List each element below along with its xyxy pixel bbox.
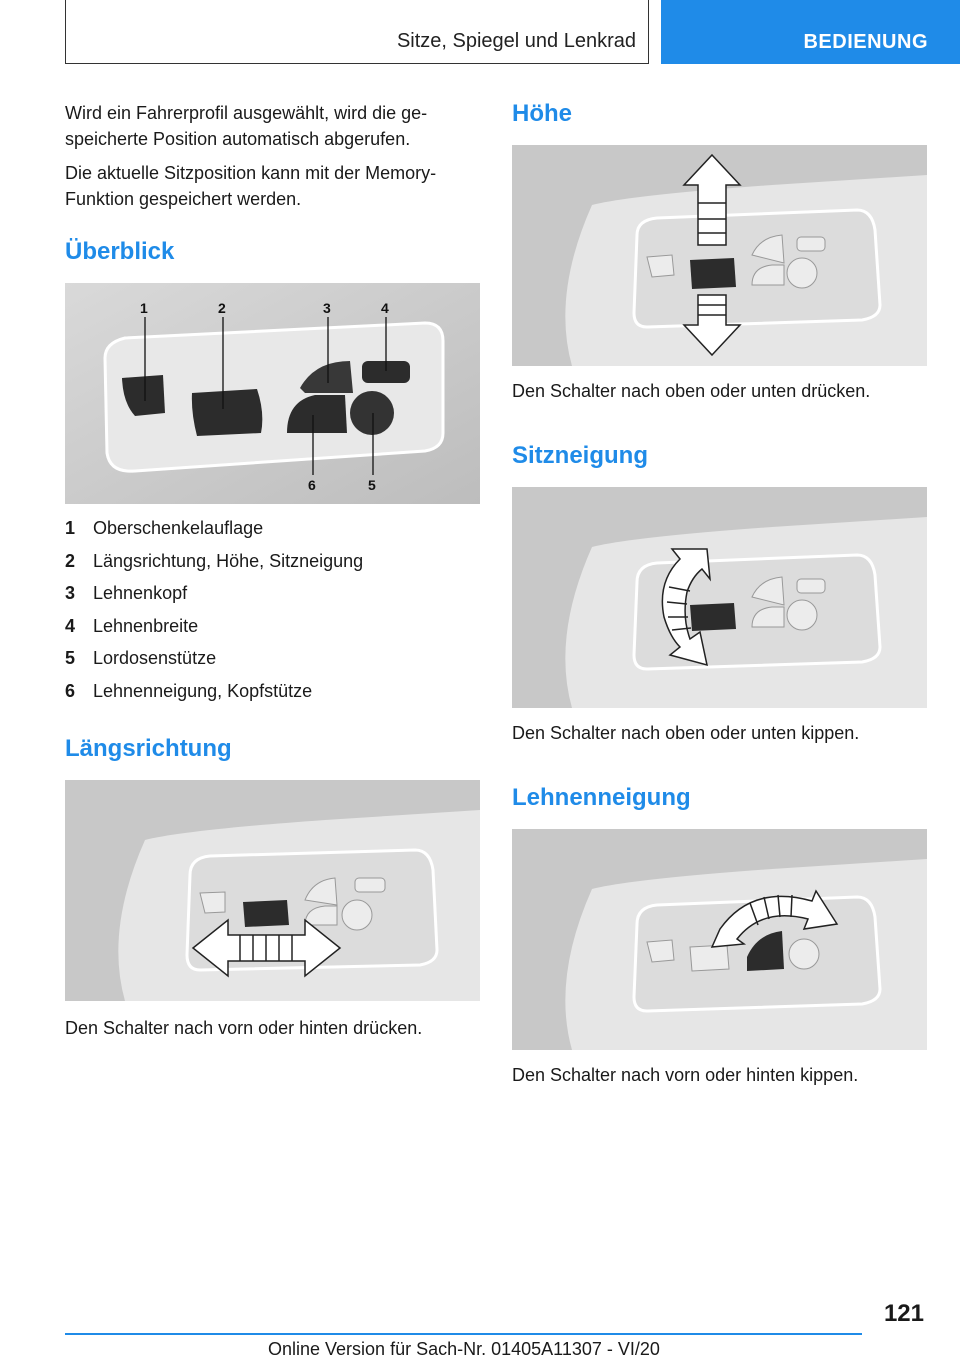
right-column — [512, 100, 927, 1088]
intro-paragraph-2 — [65, 160, 480, 212]
page-number: 121 — [883, 1300, 924, 1327]
backrest-figure — [512, 829, 927, 1050]
legend-text: Lehnenneigung, Kopfstütze — [93, 680, 313, 701]
legend-item — [65, 642, 480, 675]
tilt-heading: Sitzneigung — [512, 442, 648, 469]
callout-4: 4 — [381, 300, 389, 316]
legend-text: Längsrichtung, Höhe, Sitzneigung — [93, 550, 364, 571]
intro-paragraph-1 — [65, 100, 480, 152]
legend-item — [65, 512, 480, 545]
legend-text: Oberschenkelauflage — [93, 518, 264, 538]
legend-num: 2 — [65, 550, 76, 571]
backrest-caption: Den Schalter nach vorn oder hinten kippen. — [512, 1065, 859, 1085]
intro-1-line-a: Wird ein Fahrerprofil ausgewählt, wird die ge- — [65, 103, 428, 123]
longitudinal-heading: Längsrichtung — [65, 735, 232, 762]
callout-5: 5 — [368, 477, 376, 493]
height-figure — [512, 145, 927, 366]
section-title: Sitze, Spiegel und Lenkrad — [396, 30, 636, 52]
footer-divider — [65, 1333, 862, 1335]
callout-2: 2 — [218, 300, 226, 316]
callout-3: 3 — [323, 300, 331, 316]
intro-2-line-a: Die aktuelle Sitzposition kann mit der Memory- — [65, 163, 437, 183]
chapter-tab-label: BEDIENUNG — [803, 31, 928, 53]
left-column — [65, 100, 480, 1041]
overview-figure — [65, 283, 480, 504]
backrest-heading: Lehnenneigung — [512, 784, 691, 811]
legend-item — [65, 610, 480, 643]
legend-num: 1 — [65, 518, 76, 538]
intro-2-line-b: Funktion gespeichert werden. — [65, 189, 302, 209]
overview-legend — [65, 512, 480, 707]
legend-item — [65, 545, 480, 578]
tilt-caption: Den Schalter nach oben oder unten kippen. — [512, 723, 860, 743]
legend-text: Lehnenkopf — [93, 583, 188, 603]
longitudinal-caption: Den Schalter nach vorn oder hinten drücken. — [65, 1018, 423, 1038]
legend-num: 3 — [65, 583, 76, 603]
tilt-figure — [512, 487, 927, 708]
legend-num: 5 — [65, 648, 76, 668]
longitudinal-figure — [65, 780, 480, 1001]
callout-6: 6 — [308, 477, 316, 493]
legend-text: Lehnenbreite — [93, 615, 199, 636]
footer-online-version: Online Version für Sach-Nr. 01405A11307 - VI/20 — [268, 1339, 660, 1359]
height-heading: Höhe — [512, 100, 572, 127]
legend-num: 4 — [65, 615, 76, 636]
intro-1-line-b: speicherte Position automatisch abgerufen. — [65, 129, 411, 149]
legend-item — [65, 675, 480, 708]
legend-num: 6 — [65, 680, 76, 701]
legend-item — [65, 577, 480, 610]
chapter-tab[interactable] — [661, 0, 960, 64]
header-section-box — [65, 0, 649, 64]
legend-text: Lordosenstütze — [93, 648, 217, 668]
callout-1: 1 — [140, 300, 148, 316]
height-caption: Den Schalter nach oben oder unten drücken. — [512, 381, 871, 401]
overview-heading: Überblick — [65, 238, 175, 265]
